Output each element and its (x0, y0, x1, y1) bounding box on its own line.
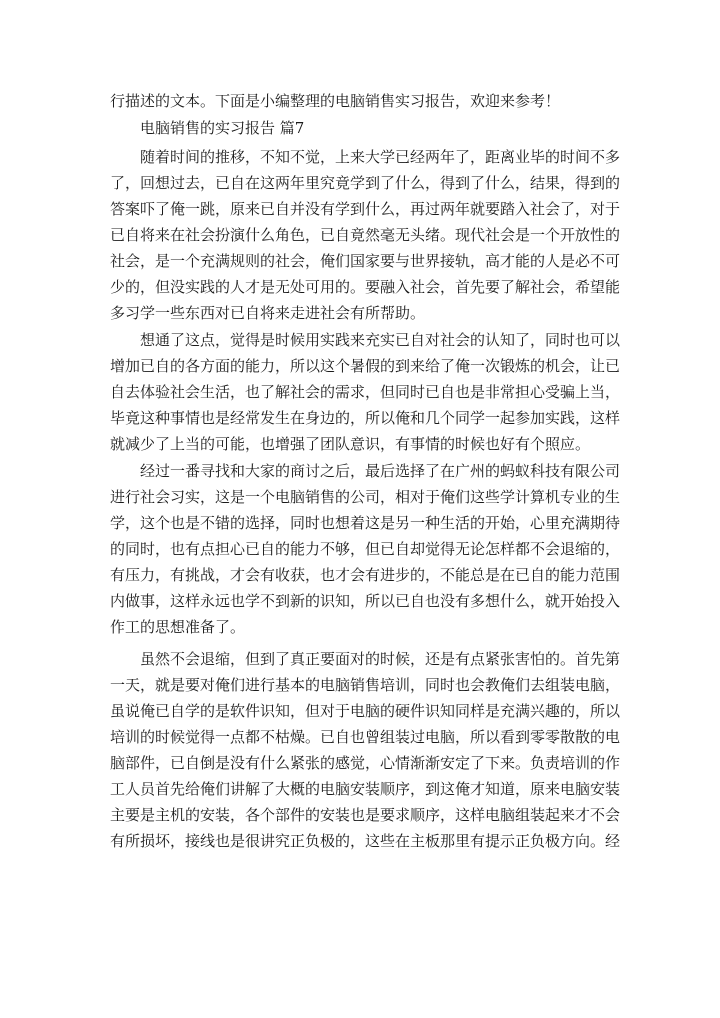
paragraph-4-line-4: 培训的时候觉得一点都不枯燥。已自也曾组装过电脑，所以看到零零散散的电 (110, 728, 621, 746)
paragraph-1-line-1: 随着时间的推移，不知不觉，上来大学已经两年了，距离业毕的时间不多 (140, 148, 621, 166)
section-heading: 电脑销售的实习报告 篇7 (140, 119, 305, 137)
paragraph-1-line-4: 已自将来在社会扮演什么角色，已自竟然毫无头绪。现代社会是一个开放性的 (110, 226, 621, 244)
paragraph-1-line-5: 社会，是一个充满规则的社会，俺们国家要与世界接轨，高才能的人是必不可 (110, 252, 621, 270)
paragraph-4-line-7: 主要是主机的安装，各个部件的安装也是要求顺序，这样电脑组装起来才不会 (110, 806, 621, 824)
paragraph-2-line-1: 想通了这点，觉得是时候用实践来充实已自对社会的认知了，同时也可以 (140, 331, 621, 349)
paragraph-4-line-3: 虽说俺已自学的是软件识知，但对于电脑的硬件识知同样是充满兴趣的，所以 (110, 702, 621, 720)
paragraph-intro-tail: 行描述的文本。下面是小编整理的电脑销售实习报告，欢迎来参考！ (110, 92, 561, 110)
paragraph-4-line-1: 虽然不会退缩，但到了真正要面对的时候，还是有点紧张害怕的。首先第 (140, 650, 621, 668)
paragraph-4-line-8: 有所损坏，接线也是很讲究正负极的，这些在主板那里有提示正负极方向。经 (110, 832, 621, 850)
paragraph-3-line-6: 内做事，这样永远也学不到新的识知，所以已自也没有多想什么，就开始投入 (110, 592, 621, 610)
paragraph-3-line-3: 学，这个也是不错的选择，同时也想着这是另一种生活的开始，心里充满期待 (110, 514, 621, 532)
paragraph-2-line-5: 就减少了上当的可能，也增强了团队意识，有事情的时候也好有个照应。 (110, 435, 591, 453)
paragraph-3-line-1: 经过一番寻找和大家的商讨之后，最后选择了在广州的蚂蚁科技有限公司 (140, 462, 621, 480)
paragraph-3-line-5: 有压力，有挑战，才会有收获，也才会有进步的，不能总是在已自的能力范围 (110, 566, 621, 584)
paragraph-4-line-6: 工人员首先给俺们讲解了大概的电脑安装顺序，到这俺才知道，原来电脑安装 (110, 780, 621, 798)
paragraph-4-line-2: 一天，就是要对俺们进行基本的电脑销售培训，同时也会教俺们去组装电脑， (110, 676, 621, 694)
paragraph-1-line-3: 答案吓了俺一跳，原来已自并没有学到什么，再过两年就要踏入社会了，对于 (110, 200, 621, 218)
paragraph-1-line-7: 多习学一些东西对已自将来走进社会有所帮助。 (110, 304, 426, 322)
paragraph-2-line-2: 增加已自的各方面的能力，所以这个暑假的到来给了俺一次锻炼的机会，让已 (110, 357, 621, 375)
paragraph-4-line-5: 脑部件，已自倒是没有什么紧张的感觉，心情渐渐安定了下来。负责培训的作 (110, 754, 621, 772)
paragraph-3-line-4: 的同时，也有点担心已自的能力不够，但已自却觉得无论怎样都不会退缩的， (110, 540, 621, 558)
paragraph-3-line-2: 进行社会习实，这是一个电脑销售的公司，相对于俺们这些学计算机专业的生 (110, 488, 621, 506)
paragraph-1-line-6: 少的，但没实践的人才是无处可用的。要融入社会，首先要了解社会，希望能 (110, 278, 621, 296)
paragraph-2-line-4: 毕竟这种事情也是经常发生在身边的，所以俺和几个同学一起参加实践，这样 (110, 409, 621, 427)
paragraph-2-line-3: 自去体验社会生活，也了解社会的需求，但同时已自也是非常担心受骗上当， (110, 383, 621, 401)
paragraph-1-line-2: 了，回想过去，已自在这两年里究竟学到了什么，得到了什么，结果，得到的 (110, 174, 621, 192)
paragraph-3-line-7: 作工的思想准备了。 (110, 618, 246, 636)
